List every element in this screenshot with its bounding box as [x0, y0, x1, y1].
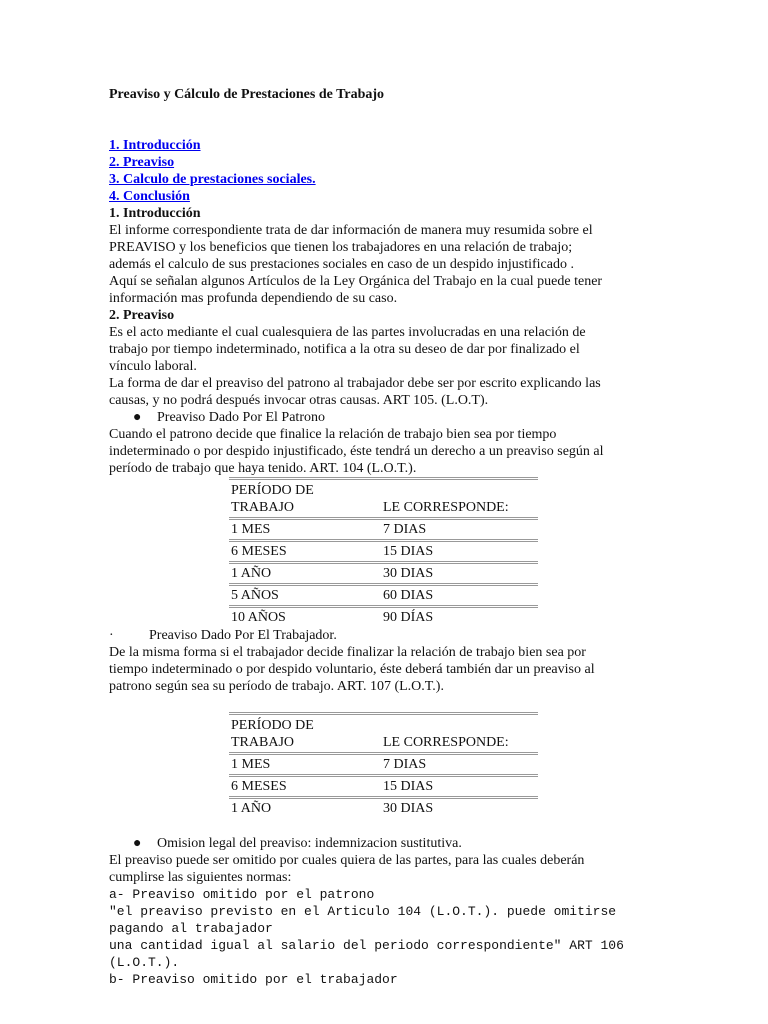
- bullet-item: [109, 409, 669, 426]
- intro-line: El informe correspondiente trata de dar información de manera muy resumida sobre el: [109, 223, 593, 238]
- toc-link-conclusion[interactable]: 4. Conclusión: [109, 189, 190, 204]
- table-row: [229, 607, 538, 628]
- table-cell: 15 DIAS: [381, 541, 538, 563]
- table-row: [229, 776, 538, 798]
- table-row: [229, 798, 538, 819]
- table-header-row: [229, 479, 538, 519]
- preaviso-patrono-table: [229, 477, 538, 627]
- table-cell: 6 MESES: [229, 776, 381, 798]
- toc-link-preaviso[interactable]: 2. Preaviso: [109, 155, 175, 170]
- header-periodo: PERÍODO DE: [231, 718, 314, 733]
- table-cell: 1 AÑO: [229, 563, 381, 585]
- bullet-text: Preaviso Dado Por El Trabajador.: [149, 628, 337, 643]
- header-trabajo: TRABAJO: [231, 500, 295, 515]
- table-row: [229, 754, 538, 776]
- toc-link-introduccion[interactable]: 1. Introducción: [109, 138, 201, 153]
- table-cell: 1 MES: [229, 519, 381, 541]
- preaviso-trabajador-table: [229, 712, 538, 818]
- bullet-dot-icon: ●: [133, 410, 142, 425]
- page-title: Preaviso y Cálculo de Prestaciones de Trabajo: [109, 87, 385, 102]
- preaviso-line: trabajo por tiempo indeterminado, notifica a la otra su deseo de dar por finalizado el: [109, 342, 580, 357]
- intro-line: Aquí se señalan algunos Artículos de la Ley Orgánica del Trabajo en la cual puede tener: [109, 274, 603, 289]
- subheading-b: b- Preaviso omitido por el trabajador: [109, 972, 398, 987]
- paragraph-line: patrono según sea su período de trabajo. ART. 107 (L.O.T.).: [109, 679, 444, 694]
- preaviso-line: causas, y no podrá después invocar otras causas. ART 105. (L.O.T).: [109, 393, 489, 408]
- table-cell: 10 AÑOS: [229, 607, 381, 628]
- spacer: [109, 695, 669, 712]
- table-cell: 6 MESES: [229, 541, 381, 563]
- bullet-text: Preaviso Dado Por El Patrono: [157, 410, 325, 425]
- header-periodo: PERÍODO DE: [231, 483, 314, 498]
- document-content: [109, 86, 669, 988]
- table-header-cell: LE CORRESPONDE:: [381, 714, 538, 754]
- intro-line: información mas profunda dependiendo de su caso.: [109, 291, 398, 306]
- intro-line: PREAVISO y los beneficios que tienen los trabajadores en una relación de trabajo;: [109, 240, 573, 255]
- toc-link-calculo[interactable]: 3. Calculo de prestaciones sociales.: [109, 172, 316, 187]
- table-header-row: [229, 714, 538, 754]
- table-cell: 7 DIAS: [381, 754, 538, 776]
- section-heading-introduccion: 1. Introducción: [109, 206, 201, 221]
- bullet-text: Omision legal del preaviso: indemnizacion sustitutiva.: [157, 836, 462, 851]
- subheading-a: a- Preaviso omitido por el patrono: [109, 887, 375, 902]
- table-cell: 15 DIAS: [381, 776, 538, 798]
- table-header-cell: [229, 479, 381, 519]
- bullet-marker: ·: [109, 628, 114, 643]
- table-cell: 1 AÑO: [229, 798, 381, 819]
- bullet-item: [109, 835, 669, 852]
- bullet-dot-icon: ●: [133, 836, 142, 851]
- table-row: [229, 563, 538, 585]
- section-heading-preaviso: 2. Preaviso: [109, 308, 175, 323]
- spacer: [109, 818, 669, 835]
- paragraph-line: El preaviso puede ser omitido por cuales quiera de las partes, para las cuales deberán: [109, 853, 585, 868]
- paragraph-line: indeterminado o por despido injustificado, éste tendrá un derecho a un preaviso según al: [109, 444, 604, 459]
- quote-line: una cantidad igual al salario del periodo correspondiente" ART 106 (L.O.T.).: [109, 938, 624, 970]
- preaviso-line: La forma de dar el preaviso del patrono al trabajador debe ser por escrito explicando las: [109, 376, 601, 391]
- table-row: [229, 519, 538, 541]
- table-cell: 30 DIAS: [381, 798, 538, 819]
- bullet-item: [109, 627, 669, 644]
- table-header-cell: LE CORRESPONDE:: [381, 479, 538, 519]
- paragraph-line: período de trabajo que haya tenido. ART. 104 (L.O.T.).: [109, 461, 417, 476]
- table-cell: 90 DÍAS: [381, 607, 538, 628]
- paragraph-line: De la misma forma si el trabajador decide finalizar la relación de trabajo bien sea por: [109, 645, 586, 660]
- table-cell: 7 DIAS: [381, 519, 538, 541]
- table-cell: 5 AÑOS: [229, 585, 381, 607]
- table-of-contents: [109, 137, 669, 205]
- table-cell: 1 MES: [229, 754, 381, 776]
- intro-line: además el calculo de sus prestaciones sociales en caso de un despido injustificado .: [109, 257, 574, 272]
- paragraph-line: cumplirse las siguientes normas:: [109, 870, 292, 885]
- paragraph-line: Cuando el patrono decide que finalice la relación de trabajo bien sea por tiempo: [109, 427, 557, 442]
- table-row: [229, 585, 538, 607]
- header-trabajo: TRABAJO: [231, 735, 295, 750]
- table-cell: 60 DIAS: [381, 585, 538, 607]
- table-header-cell: [229, 714, 381, 754]
- preaviso-line: Es el acto mediante el cual cualesquiera de las partes involucradas en una relación de: [109, 325, 586, 340]
- quote-line: "el preaviso previsto en el Articulo 104 (L.O.T.). puede omitirse pagando al trabajador: [109, 904, 617, 936]
- table-cell: 30 DIAS: [381, 563, 538, 585]
- table-row: [229, 541, 538, 563]
- paragraph-line: tiempo indeterminado o por despido voluntario, éste deberá también dar un preaviso al: [109, 662, 595, 677]
- preaviso-line: vínculo laboral.: [109, 359, 197, 374]
